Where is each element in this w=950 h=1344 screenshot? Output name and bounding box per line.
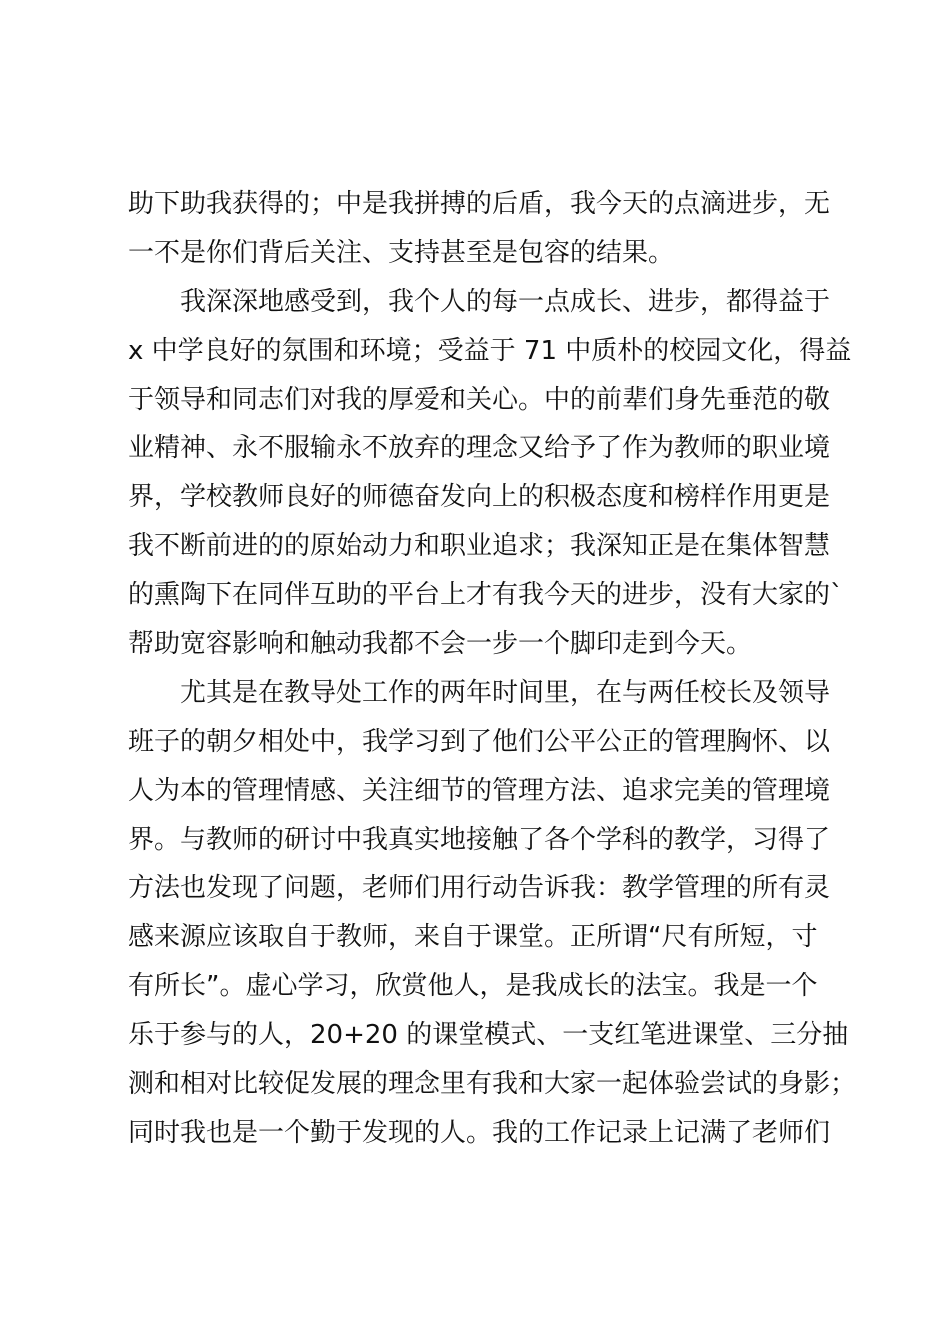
text-line: 测和相对比较促发展的理念里有我和大家一起体验尝试的身影； — [128, 1069, 857, 1100]
text-line: 乐于参与的人，20+20 的课堂模式、一支红笔进课堂、三分抽 — [128, 1020, 849, 1051]
text-line: 尤其是在教导处工作的两年时间里，在与两任校长及领导 — [128, 677, 831, 708]
text-line: 界，学校教师良好的师德奋发向上的积极态度和榜样作用更是 — [128, 482, 831, 513]
text-line: 班子的朝夕相处中，我学习到了他们公平公正的管理胸怀、以 — [128, 726, 831, 757]
text-line: 帮助宽容影响和触动我都不会一步一个脚印走到今天。 — [128, 629, 753, 660]
text-line: 助下助我获得的；中是我拼搏的后盾，我今天的点滴进步，无 — [128, 189, 831, 219]
text-line: 同时我也是一个勤于发现的人。我的工作记录上记满了老师们 — [128, 1117, 831, 1148]
text-line: 我深深地感受到，我个人的每一点成长、进步，都得益于 — [128, 286, 831, 317]
text-line: 一不是你们背后关注、支持甚至是包容的结果。 — [128, 237, 675, 268]
text-line: x 中学良好的氛围和环境；受益于 71 中质朴的校园文化，得益 — [128, 335, 852, 366]
body-text — [128, 180, 857, 1158]
text-line: 人为本的管理情感、关注细节的管理方法、追求完美的管理境 — [128, 775, 831, 806]
text-line: 感来源应该取自于教师，来自于课堂。正所谓“尺有所短，寸 — [128, 922, 818, 953]
text-line: 的熏陶下在同伴互助的平台上才有我今天的进步，没有大家的` — [128, 580, 844, 611]
text-line: 有所长”。虚心学习，欣赏他人，是我成长的法宝。我是一个 — [128, 971, 818, 1002]
text-line: 业精神、永不服输永不放弃的理念又给予了作为教师的职业境 — [128, 433, 831, 464]
text-line: 方法也发现了问题，老师们用行动告诉我：教学管理的所有灵 — [128, 873, 831, 904]
text-line: 于领导和同志们对我的厚爱和关心。中的前辈们身先垂范的敬 — [128, 384, 831, 415]
text-line: 界。与教师的研讨中我真实地接触了各个学科的教学，习得了 — [128, 824, 831, 855]
text-line: 我不断前进的的原始动力和职业追求；我深知正是在集体智慧 — [128, 531, 831, 562]
